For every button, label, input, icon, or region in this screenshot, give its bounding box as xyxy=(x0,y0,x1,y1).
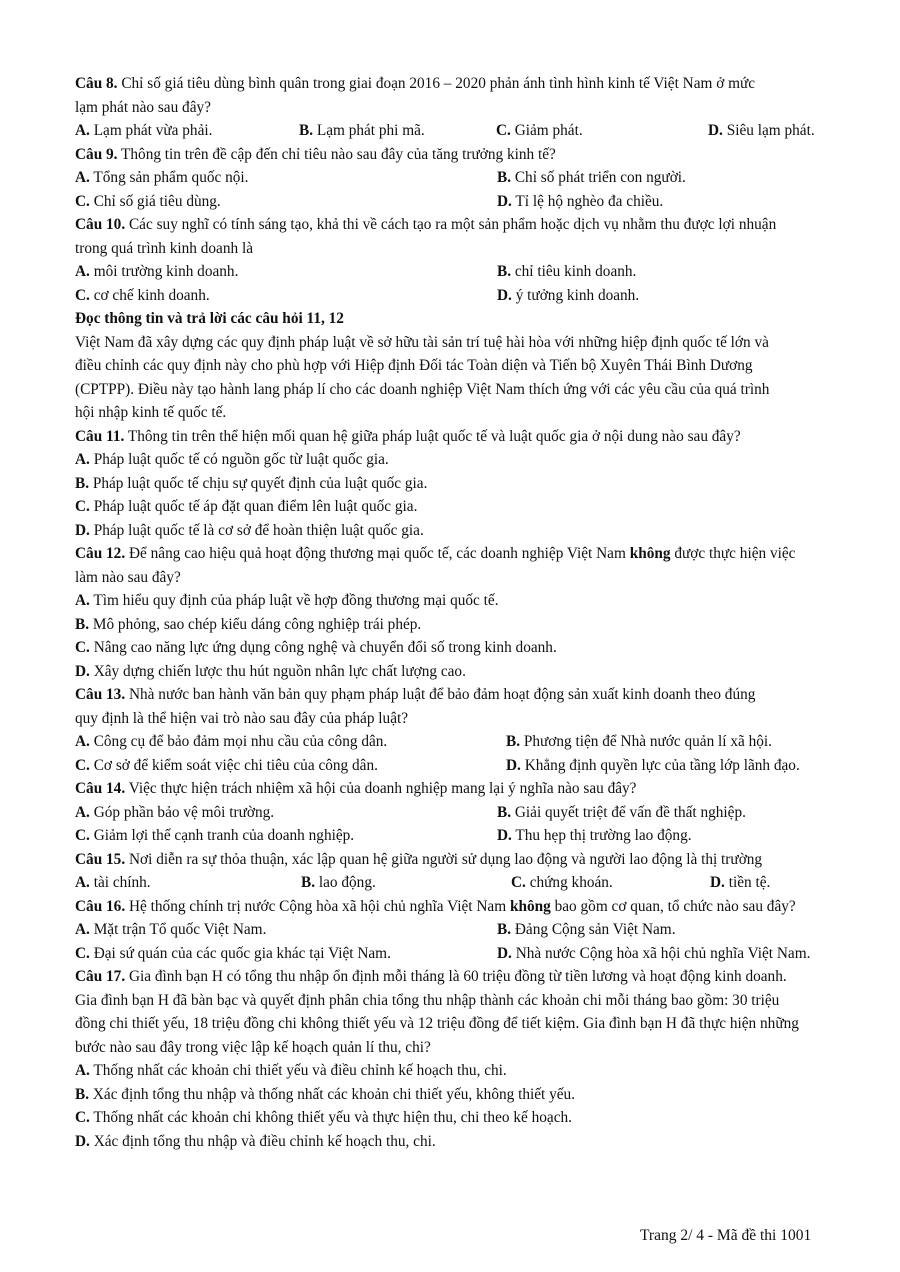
option-b: B. chỉ tiêu kinh doanh. xyxy=(497,263,637,280)
option-d: D. Xây dựng chiến lược thu hút nguồn nhân lực chất lượng cao. xyxy=(75,662,466,680)
option-a: A. Tổng sản phẩm quốc nội. xyxy=(75,169,249,186)
question-stem: Thông tin trên đề cập đến chỉ tiêu nào sau đây của tăng trưởng kinh tế? xyxy=(117,145,556,163)
question-stem: Chỉ số giá tiêu dùng bình quân trong giai đoạn 2016 – 2020 phản ánh tình hình kinh tế Việt Nam ở mức xyxy=(117,75,756,92)
question-number: Câu 15. xyxy=(75,850,126,868)
question-8 xyxy=(75,72,853,143)
question-stem: làm nào sau đây? xyxy=(75,568,181,586)
question-stem: Thông tin trên thể hiện mối quan hệ giữa pháp luật quốc tế và luật quốc gia ở nội dung nào sau đây? xyxy=(124,427,741,445)
option-d: D. Khẳng định quyền lực của tầng lớp lãnh đạo. xyxy=(506,756,800,774)
option-b: B. Đảng Cộng sản Việt Nam. xyxy=(497,921,676,938)
question-stem: bao gồm cơ quan, tổ chức nào sau đây? xyxy=(550,897,796,915)
reading-passage xyxy=(75,307,853,425)
question-number: Câu 16. xyxy=(75,897,126,915)
option-d: D. Siêu lạm phát. xyxy=(708,122,815,139)
question-11 xyxy=(75,425,853,543)
option-d: D. Pháp luật quốc tế là cơ sở để hoàn thiện luật quốc gia. xyxy=(75,521,424,539)
option-d: D. Xác định tổng thu nhập và điều chỉnh kế hoạch thu, chi. xyxy=(75,1132,436,1150)
question-number: Câu 10. xyxy=(75,216,126,233)
question-17 xyxy=(75,965,853,1153)
question-13 xyxy=(75,683,853,777)
option-d: D. ý tưởng kinh doanh. xyxy=(497,286,640,304)
option-a: A. Góp phần bảo vệ môi trường. xyxy=(75,803,275,821)
option-b: B. Giải quyết triệt để vấn đề thất nghiệp. xyxy=(497,803,746,821)
option-a: A. Thống nhất các khoản chi thiết yếu và điều chỉnh kế hoạch thu, chi. xyxy=(75,1062,507,1079)
question-number: Câu 13. xyxy=(75,686,126,703)
question-stem: bước nào sau đây trong việc lập kế hoạch quản lí thu, chi? xyxy=(75,1038,431,1056)
question-stem: Gia đình bạn H đã bàn bạc và quyết định phân chia tổng thu nhập thành các khoản chi mỗi tháng bao gồm: 30 triệu xyxy=(75,991,780,1009)
option-c: C. cơ chế kinh doanh. xyxy=(75,286,210,304)
option-a: A. Pháp luật quốc tế có nguồn gốc từ luật quốc gia. xyxy=(75,451,389,468)
question-16 xyxy=(75,895,853,966)
question-9 xyxy=(75,143,853,214)
question-stem: trong quá trình kinh doanh là xyxy=(75,239,254,257)
question-stem: Nơi diễn ra sự thỏa thuận, xác lập quan hệ giữa người sử dụng lao động và người lao động là thị trường xyxy=(125,850,763,868)
option-b: B. Lạm phát phi mã. xyxy=(299,122,425,139)
option-a: A. Lạm phát vừa phải. xyxy=(75,122,213,139)
question-stem: Nhà nước ban hành văn bản quy phạm pháp luật để bảo đảm hoạt động sản xuất kinh doanh theo đúng xyxy=(125,686,756,703)
question-stem: quy định là thể hiện vai trò nào sau đây của pháp luật? xyxy=(75,709,409,727)
option-a: A. Tìm hiểu quy định của pháp luật về hợp đồng thương mại quốc tế. xyxy=(75,592,499,609)
question-12 xyxy=(75,542,853,683)
question-stem: Việc thực hiện trách nhiệm xã hội của doanh nghiệp mang lại ý nghĩa nào sau đây? xyxy=(125,780,637,797)
option-c: C. Giảm phát. xyxy=(496,122,583,139)
option-a: A. Công cụ để bảo đảm mọi nhu cầu của công dân. xyxy=(75,733,388,750)
question-stem: Để nâng cao hiệu quả hoạt động thương mại quốc tế, các doanh nghiệp Việt Nam xyxy=(125,545,630,562)
option-b: B. Chỉ số phát triển con người. xyxy=(497,169,686,186)
exam-page xyxy=(75,72,853,1153)
option-c: C. Giảm lợi thế cạnh tranh của doanh nghiệp. xyxy=(75,827,355,844)
option-c: C. Nâng cao năng lực ứng dụng công nghệ và chuyển đổi số trong kinh doanh. xyxy=(75,639,557,656)
question-stem: Hệ thống chính trị nước Cộng hòa xã hội chủ nghĩa Việt Nam xyxy=(125,897,510,915)
question-number: Câu 14. xyxy=(75,780,126,797)
passage-line: Việt Nam đã xây dựng các quy định pháp luật về sở hữu tài sản trí tuệ hài hòa với những hiệp định quốc tế lớn và xyxy=(75,333,769,351)
option-d: D. Thu hẹp thị trường lao động. xyxy=(497,827,692,844)
option-d: D. Nhà nước Cộng hòa xã hội chủ nghĩa Việt Nam. xyxy=(497,944,811,962)
question-15 xyxy=(75,848,853,895)
question-14 xyxy=(75,777,853,848)
question-stem: Các suy nghĩ có tính sáng tạo, khả thi về cách tạo ra một sản phẩm hoặc dịch vụ nhằm thu được lợi nhuận xyxy=(125,216,777,233)
question-stem: đồng chi thiết yếu, 18 triệu đồng chi không thiết yếu và 12 triệu đồng để tiết kiệm. Gia đình bạn H đã thực hiện những xyxy=(75,1015,799,1032)
passage-line: điều chỉnh các quy định này cho phù hợp với Hiệp định Đối tác Toàn diện và Tiến bộ Xuyên Thái Bình Dương xyxy=(75,357,753,374)
option-c: C. Đại sứ quán của các quốc gia khác tại Việt Nam. xyxy=(75,944,391,962)
passage-line: hội nhập kinh tế quốc tế. xyxy=(75,404,227,421)
emphasis-not: không xyxy=(629,545,671,562)
option-d: D. tiền tệ. xyxy=(710,874,771,891)
option-c: C. Pháp luật quốc tế áp đặt quan điểm lên luật quốc gia. xyxy=(75,498,418,515)
question-stem: lạm phát nào sau đây? xyxy=(75,98,211,116)
option-b: B. Xác định tổng thu nhập và thống nhất các khoản chi thiết yếu, không thiết yếu. xyxy=(75,1085,576,1103)
question-stem: Gia đình bạn H có tổng thu nhập ổn định mỗi tháng là 60 triệu đồng từ tiền lương và hoạt động kinh doanh. xyxy=(125,968,787,985)
question-10 xyxy=(75,213,853,307)
question-stem: được thực hiện việc xyxy=(670,545,796,562)
question-number: Câu 8. xyxy=(75,75,118,92)
passage-line: (CPTPP). Điều này tạo hành lang pháp lí cho các doanh nghiệp Việt Nam thích ứng với các yêu cầu của quá trình xyxy=(75,380,770,398)
page-footer: Trang 2/ 4 - Mã đề thi 1001 xyxy=(640,1227,812,1244)
option-b: B. Phương tiện để Nhà nước quản lí xã hội. xyxy=(506,733,773,750)
option-a: A. Mặt trận Tổ quốc Việt Nam. xyxy=(75,921,267,938)
option-c: C. chứng khoán. xyxy=(511,874,613,891)
passage-heading: Đọc thông tin và trả lời các câu hỏi 11, 12 xyxy=(75,310,344,327)
question-number: Câu 12. xyxy=(75,545,126,562)
option-b: B. lao động. xyxy=(301,874,376,891)
question-number: Câu 9. xyxy=(75,145,118,163)
option-c: C. Thống nhất các khoản chi không thiết yếu và thực hiện thu, chi theo kế hoạch. xyxy=(75,1109,572,1126)
question-number: Câu 17. xyxy=(75,968,126,985)
option-c: C. Cơ sở để kiểm soát việc chi tiêu của công dân. xyxy=(75,756,378,774)
option-a: A. môi trường kinh doanh. xyxy=(75,263,239,280)
option-d: D. Tỉ lệ hộ nghèo đa chiều. xyxy=(497,192,664,210)
option-a: A. tài chính. xyxy=(75,874,151,891)
question-number: Câu 11. xyxy=(75,427,125,445)
option-b: B. Mô phỏng, sao chép kiểu dáng công nghiệp trái phép. xyxy=(75,615,422,633)
option-c: C. Chỉ số giá tiêu dùng. xyxy=(75,192,221,210)
emphasis-not: không xyxy=(509,897,551,915)
option-b: B. Pháp luật quốc tế chịu sự quyết định của luật quốc gia. xyxy=(75,474,428,492)
